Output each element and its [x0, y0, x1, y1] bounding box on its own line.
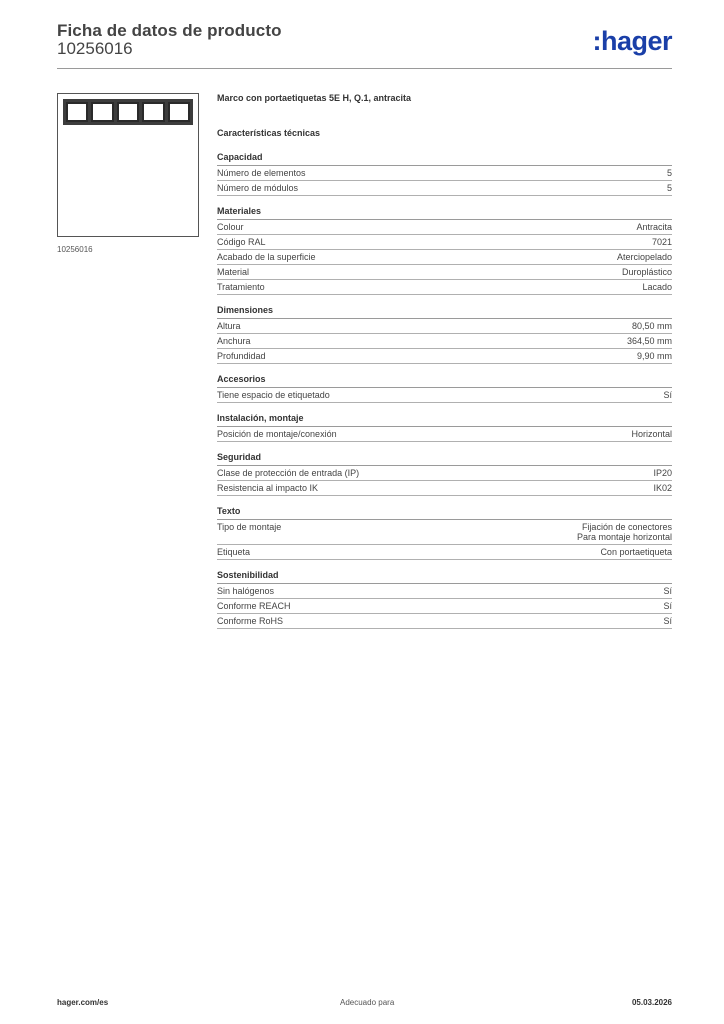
spec-value: IK02 [653, 483, 672, 493]
frame-slot [91, 102, 113, 122]
spec-value: 7021 [651, 237, 672, 247]
spec-label: Conforme RoHS [217, 616, 284, 626]
spec-value: 5 [666, 183, 672, 193]
spec-label: Número de módulos [217, 183, 299, 193]
spec-label: Colour [217, 222, 244, 232]
spec-label: Conforme REACH [217, 601, 291, 611]
spec-value: Con portaetiqueta [600, 547, 672, 557]
spec-value: Horizontal [631, 429, 672, 439]
spec-row [217, 280, 672, 295]
spec-section [217, 305, 672, 364]
frame-slot [168, 102, 190, 122]
spec-content [217, 93, 672, 629]
spec-label: Sin halógenos [217, 586, 275, 596]
section-title: Materiales [217, 206, 672, 220]
spec-row [217, 250, 672, 265]
spec-label: Tipo de montaje [217, 522, 282, 532]
hager-logo: :hager [592, 26, 672, 56]
frame-slot [66, 102, 88, 122]
spec-row [217, 181, 672, 196]
spec-value: IP20 [653, 468, 672, 478]
page-title: Ficha de datos de producto [57, 21, 282, 40]
spec-section [217, 413, 672, 442]
spec-label: Profundidad [217, 351, 266, 361]
spec-value: Sí [663, 586, 672, 596]
section-title: Sostenibilidad [217, 570, 672, 584]
spec-label: Posición de montaje/conexión [217, 429, 337, 439]
footer-suitable-for: Adecuado para [340, 998, 395, 1007]
spec-row [217, 319, 672, 334]
section-title: Instalación, montaje [217, 413, 672, 427]
spec-label: Acabado de la superficie [217, 252, 316, 262]
section-title: Accesorios [217, 374, 672, 388]
spec-value: 9,90 mm [636, 351, 672, 361]
spec-value: Lacado [642, 282, 672, 292]
spec-row [217, 599, 672, 614]
spec-label: Clase de protección de entrada (IP) [217, 468, 360, 478]
product-code: 10256016 [57, 39, 133, 58]
spec-label: Material [217, 267, 250, 277]
spec-row [217, 334, 672, 349]
section-title: Texto [217, 506, 672, 520]
product-image [57, 93, 199, 237]
spec-row [217, 614, 672, 629]
spec-section [217, 506, 672, 560]
frame-slot [142, 102, 164, 122]
section-title: Dimensiones [217, 305, 672, 319]
header-divider [57, 68, 672, 69]
frame-illustration [63, 99, 193, 125]
spec-section [217, 152, 672, 196]
spec-label: Número de elementos [217, 168, 306, 178]
spec-row [217, 584, 672, 599]
spec-section [217, 206, 672, 295]
spec-section [217, 452, 672, 496]
section-title: Seguridad [217, 452, 672, 466]
spec-label: Etiqueta [217, 547, 251, 557]
section-title: Capacidad [217, 152, 672, 166]
spec-row [217, 220, 672, 235]
image-caption: 10256016 [57, 245, 93, 254]
spec-value: Aterciopelado [616, 252, 672, 262]
spec-row [217, 166, 672, 181]
spec-label: Tratamiento [217, 282, 265, 292]
spec-value: Antracita [636, 222, 672, 232]
footer-website[interactable]: hager.com/es [57, 998, 109, 1007]
spec-label: Tiene espacio de etiquetado [217, 390, 330, 400]
spec-value: 364,50 mm [626, 336, 672, 346]
spec-row [217, 235, 672, 250]
spec-value: 5 [666, 168, 672, 178]
spec-row [217, 349, 672, 364]
spec-section [217, 570, 672, 629]
spec-value: 80,50 mm [631, 321, 672, 331]
spec-row [217, 265, 672, 280]
spec-sections [217, 152, 672, 629]
footer-date: 05.03.2026 [631, 998, 672, 1007]
product-name: Marco con portaetiquetas 5E H, Q.1, antracita [217, 93, 412, 103]
spec-row [217, 427, 672, 442]
spec-label: Código RAL [217, 237, 266, 247]
spec-row [217, 388, 672, 403]
spec-value: Sí [663, 601, 672, 611]
spec-section [217, 374, 672, 403]
spec-label: Resistencia al impacto IK [217, 483, 319, 493]
spec-row [217, 481, 672, 496]
spec-value: Sí [663, 390, 672, 400]
spec-value: Fijación de conectores Para montaje horizontal [576, 522, 672, 542]
spec-heading: Características técnicas [217, 128, 321, 138]
spec-row [217, 520, 672, 545]
frame-slot [117, 102, 139, 122]
spec-value: Duroplástico [621, 267, 672, 277]
spec-label: Altura [217, 321, 241, 331]
spec-value: Sí [663, 616, 672, 626]
spec-row [217, 545, 672, 560]
spec-row [217, 466, 672, 481]
spec-label: Anchura [217, 336, 251, 346]
